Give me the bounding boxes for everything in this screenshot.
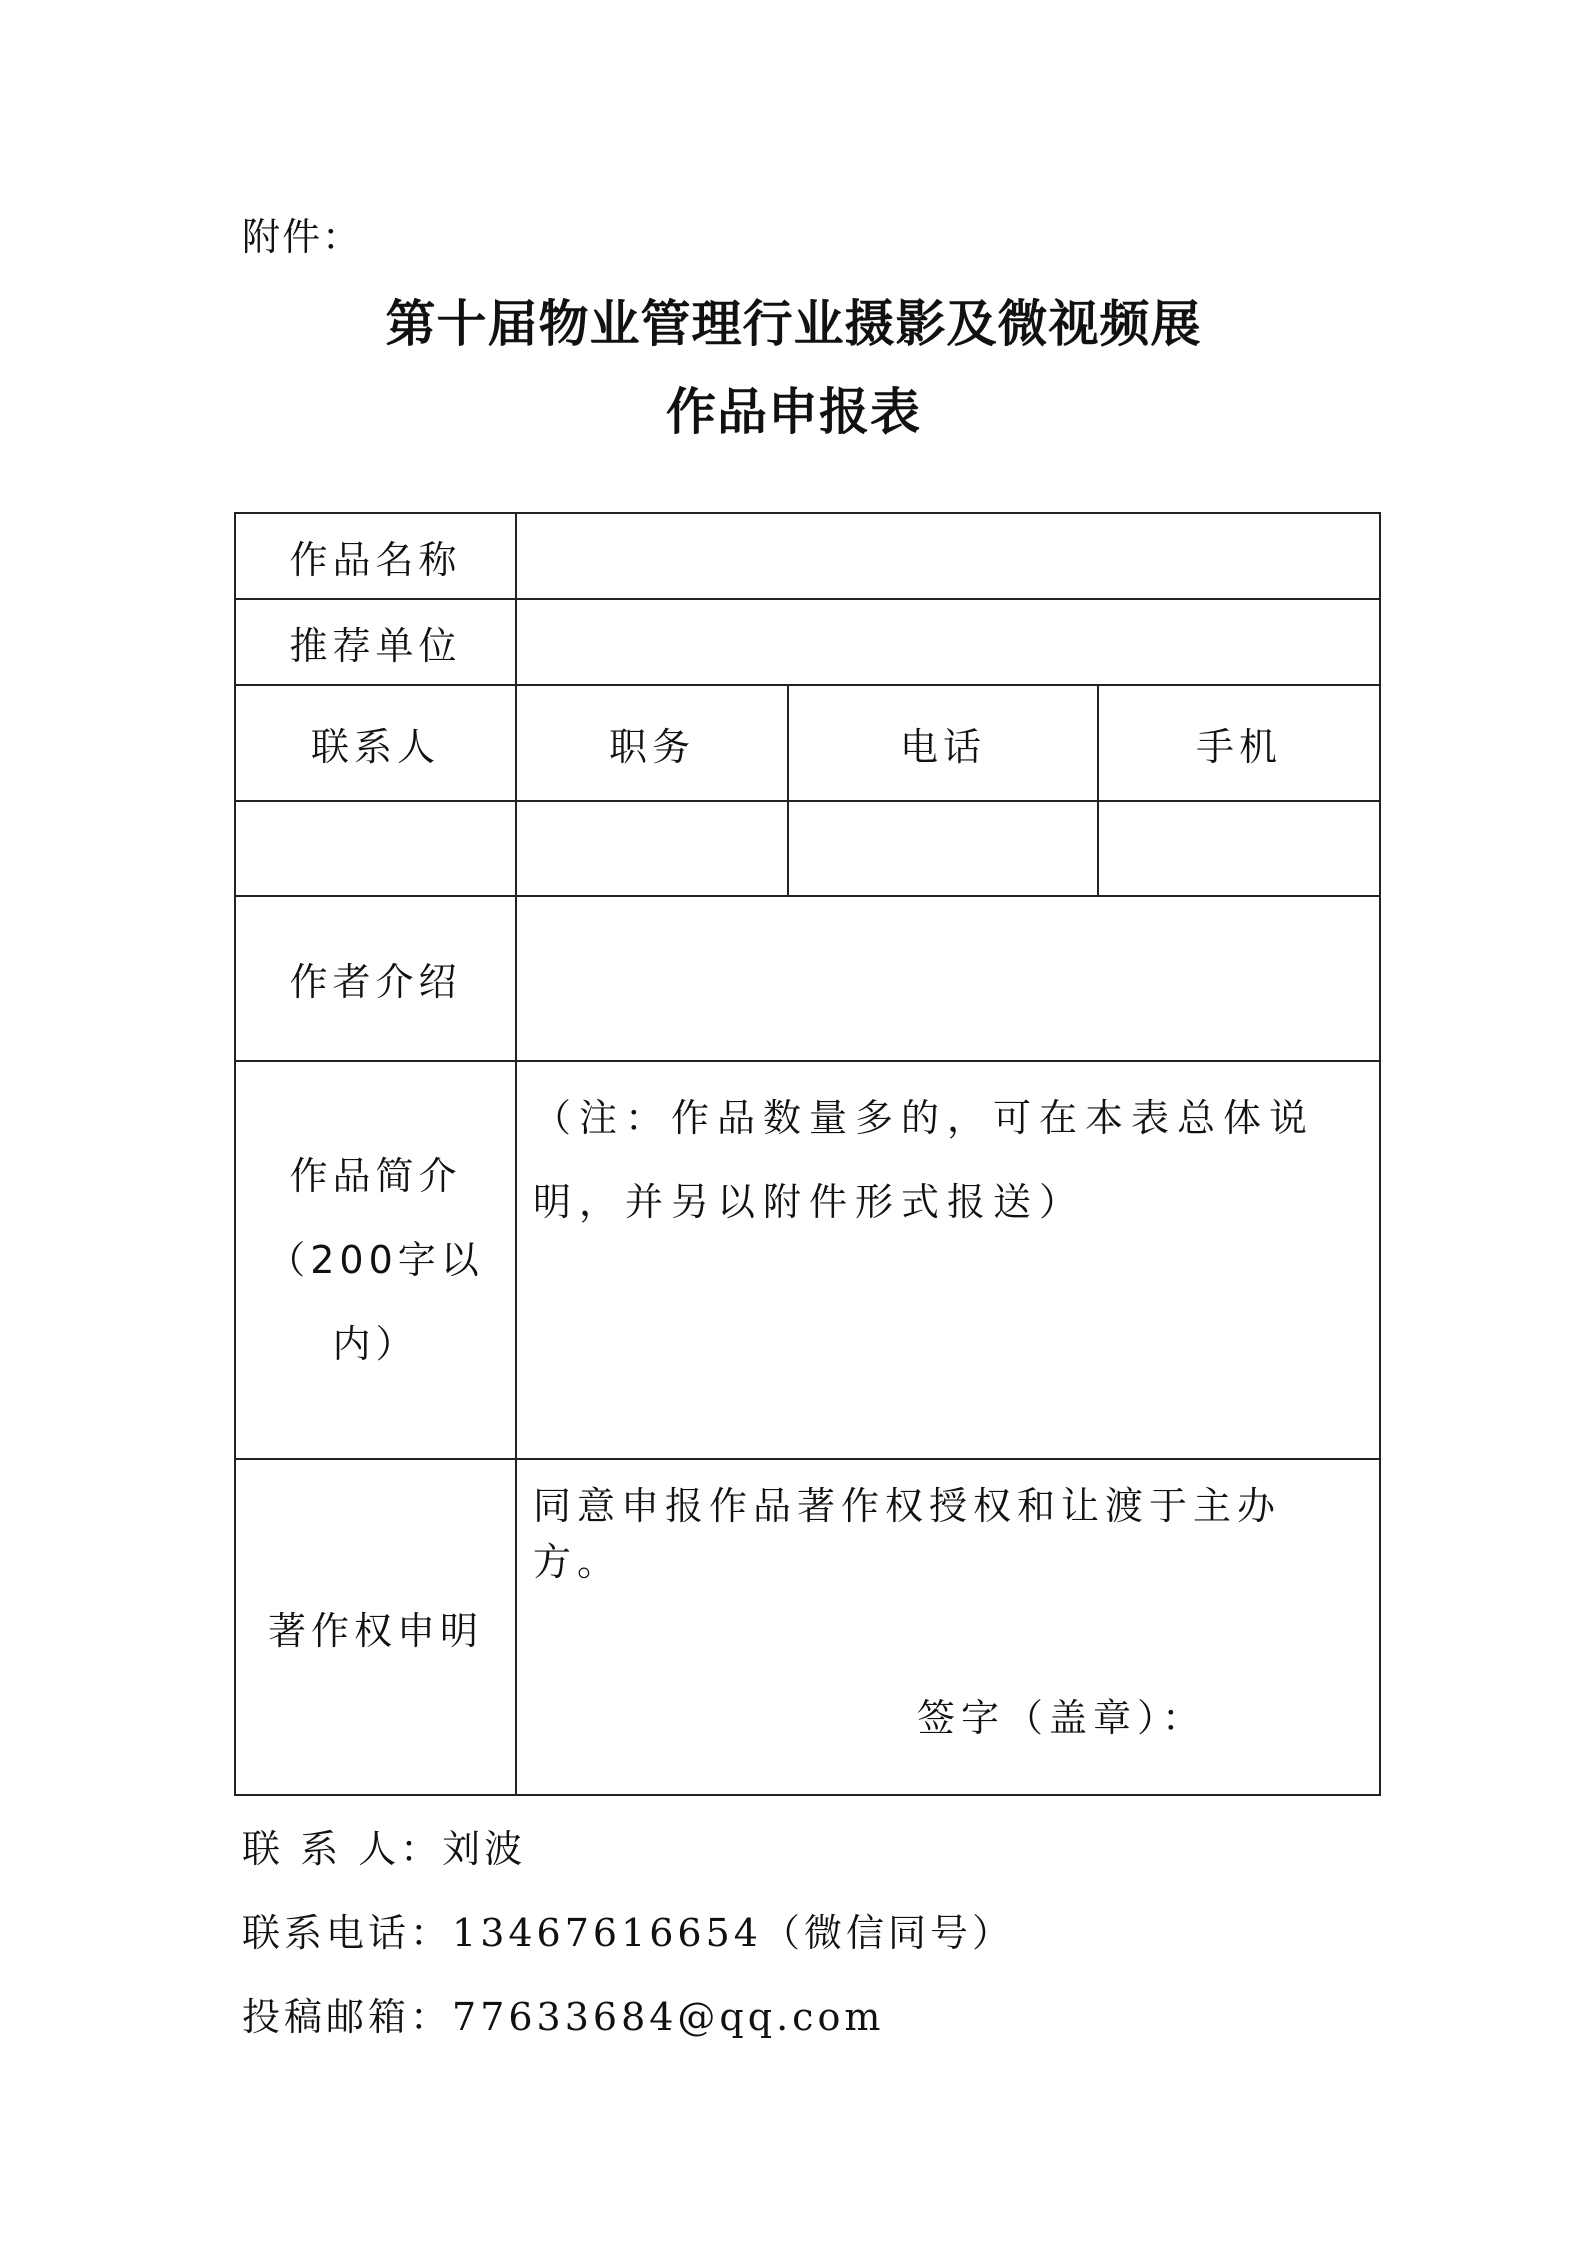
contact-header: 联系人 — [235, 685, 516, 801]
phone-header: 电话 — [788, 685, 1098, 801]
work-name-label: 作品名称 — [235, 513, 516, 599]
copyright-statement: 同意申报作品著作权授权和让渡于主办方。 — [533, 1484, 1282, 1584]
work-summary-label-line3: 内） — [332, 1322, 419, 1366]
work-summary-label-line1: 作品简介 — [289, 1154, 462, 1198]
phone-field[interactable] — [788, 801, 1098, 896]
work-name-field[interactable] — [516, 513, 1380, 599]
work-summary-row — [235, 1061, 1380, 1459]
position-field[interactable] — [516, 801, 788, 896]
work-summary-note: （注：作品数量多的，可在本表总体说明，并另以附件形式报送） — [533, 1096, 1316, 1224]
attachment-label: 附件： — [242, 215, 363, 259]
recommend-unit-row — [235, 599, 1380, 685]
position-header: 职务 — [516, 685, 788, 801]
copyright-row — [235, 1459, 1380, 1795]
footer-email-value[interactable]: 77633684@qq.com — [452, 1995, 885, 2039]
mobile-header: 手机 — [1098, 685, 1380, 801]
footer-email-label: 投稿邮箱： — [242, 1995, 453, 2039]
footer-phone-value: 13467616654（微信同号） — [452, 1911, 1014, 1955]
work-summary-field[interactable] — [516, 1061, 1380, 1459]
footer-contact-line — [242, 1818, 526, 1873]
work-summary-label-line2: （200字以 — [267, 1238, 484, 1282]
work-summary-label — [235, 1061, 516, 1459]
footer-phone-line — [242, 1902, 1014, 1957]
contact-value-row — [235, 801, 1380, 896]
copyright-label: 著作权申明 — [235, 1459, 516, 1795]
recommend-unit-field[interactable] — [516, 599, 1380, 685]
author-intro-label: 作者介绍 — [235, 896, 516, 1061]
work-name-row — [235, 513, 1380, 599]
footer-contact-name: 刘波 — [442, 1827, 527, 1871]
footer-contact-label: 联 系 人： — [242, 1827, 443, 1871]
signature-label: 签字（盖章）： — [917, 1696, 1207, 1740]
footer-phone-label: 联系电话： — [242, 1911, 453, 1955]
author-intro-field[interactable] — [516, 896, 1380, 1061]
application-form-table — [234, 512, 1381, 1796]
recommend-unit-label: 推荐单位 — [235, 599, 516, 685]
contact-header-row — [235, 685, 1380, 801]
copyright-field[interactable] — [516, 1459, 1380, 1795]
mobile-field[interactable] — [1098, 801, 1380, 896]
author-intro-row — [235, 896, 1380, 1061]
page-title: 第十届物业管理行业摄影及微视频展 — [385, 294, 1202, 353]
page-subtitle: 作品申报表 — [666, 382, 921, 441]
footer-email-line — [242, 1986, 884, 2041]
contact-field[interactable] — [235, 801, 516, 896]
